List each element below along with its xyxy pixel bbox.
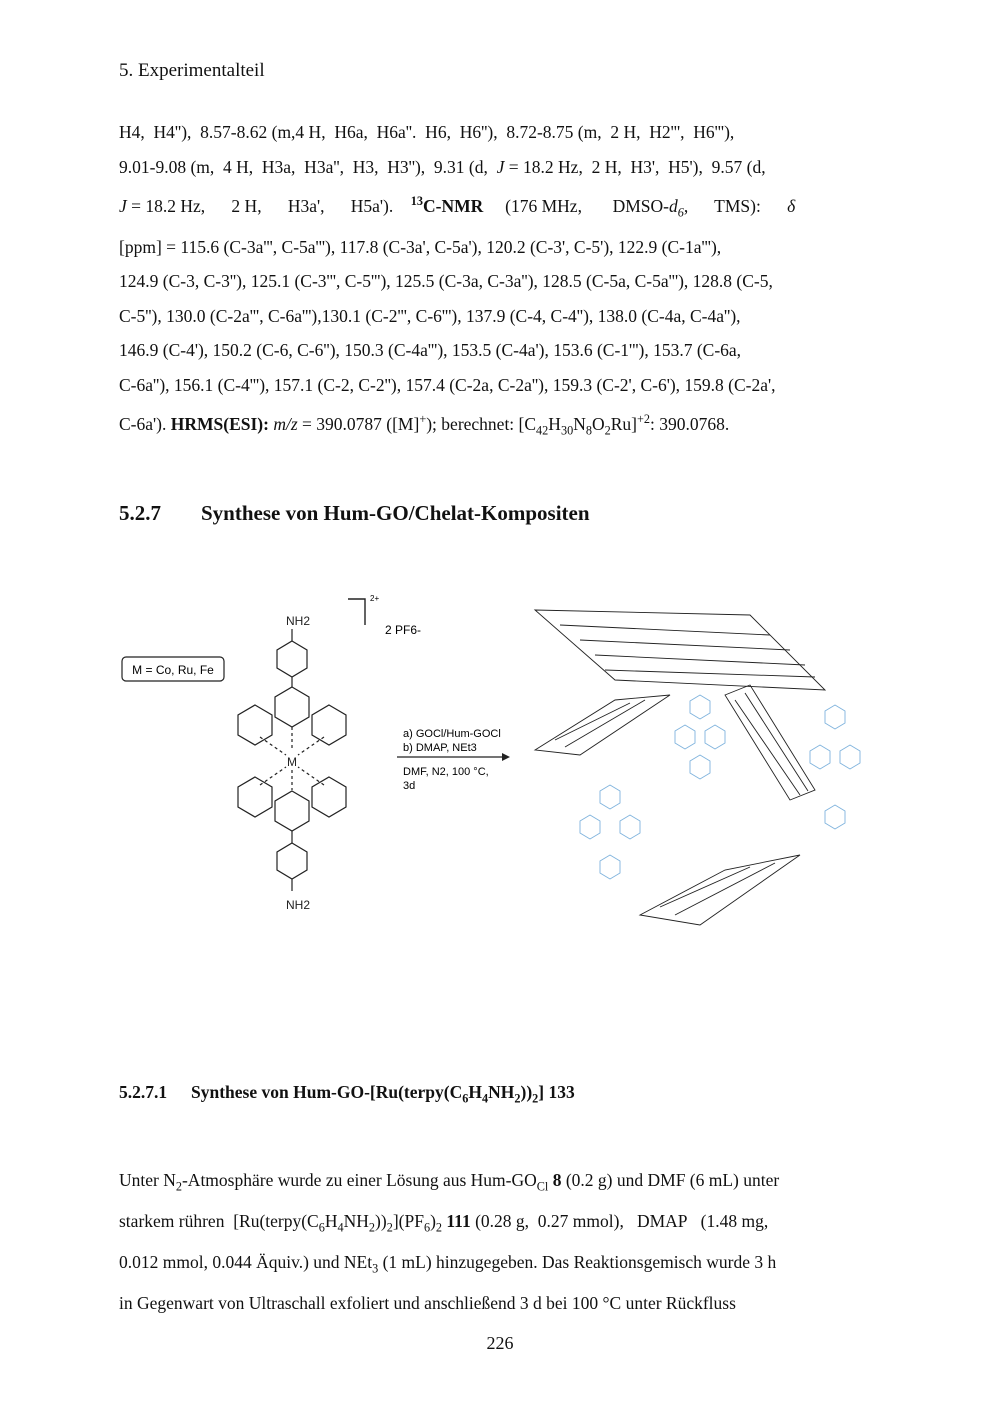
nmr-line-5: 124.9 (C-3, C-3''), 125.1 (C-3''', C-5'''), 125.5 (C-3a, C-3a''), 128.5 (C-5a, C-5a'''), 128.8 (C-5, — [119, 271, 773, 292]
section-title: Synthese von Hum-GO/Chelat-Kompositen — [201, 501, 590, 525]
graphene-sheet-bottom — [640, 855, 800, 925]
graphene-sheet-top — [535, 610, 825, 690]
page-number: 226 — [486, 1333, 514, 1353]
procedure-line-1: Unter $N_2$-Atmosphäre wurde zu einer Lösung aus Hum-$GO_{Cl}$ 8 (0.2 g) und DMF (6 mL) unter — [119, 1170, 780, 1194]
conditions-line-2: 3d — [403, 780, 416, 792]
charge-bracket — [348, 599, 365, 625]
section-number: 5.2.7 — [119, 501, 161, 525]
procedure-line-2: starkem rühren $[Ru(terpy(C_6H_4NH_2))_2](PF_6)_2$ 111 (0.28 g, 0.27 mmol), DMAP (1.48 mg, — [119, 1211, 769, 1235]
nmr-line-3: J = 18.2 Hz, 2 H, H3a', H5a'). $^{13}$C-NMR (176 MHz, DMSO-$d_6$, TMS): δ — [119, 194, 796, 220]
nh2-bottom: NH2 — [285, 898, 311, 912]
metal-label: M = Co, Ru, Fe — [132, 663, 214, 677]
counterion-label: 2 PF6- — [385, 623, 422, 637]
nmr-line-6: C-5''), 130.0 (C-2a''', C-6a'''),130.1 (C-2''', C-6'''), 137.9 (C-4, C-4''), 138.0 (C-4a, C-4a''), — [119, 305, 741, 326]
arrow-head — [502, 753, 510, 761]
procedure-line-4: in Gegenwart von Ultraschall exfoliert und anschließend 3 d bei 100 °C unter Rückfluss — [119, 1293, 736, 1313]
blue-complexes — [580, 695, 860, 879]
procedure-paragraph — [119, 1163, 881, 1321]
nmr-line-1: H4, H4''), 8.57-8.62 (m,4 H, H6a, H6a''. H6, H6''), 8.72-8.75 (m, 2 H, H2''', H6'''), — [119, 122, 735, 142]
reagents-line-2: b) DMAP, NEt3 — [403, 742, 477, 754]
graphene-sheet-left — [535, 695, 670, 755]
conditions-line-1: DMF, N2, 100 °C, — [403, 766, 489, 778]
product-composite — [535, 610, 860, 925]
procedure-line-3: 0.012 mmol, 0.044 Äquiv.) und NEt$_3$ (1 mL) hinzugegeben. Das Reaktionsgemisch wurde 3 h — [119, 1252, 777, 1276]
complex-structure — [238, 614, 346, 912]
nmr-line-2: 9.01-9.08 (m, 4 H, H3a, H3a'', H3, H3''), 9.31 (d, J = 18.2 Hz, 2 H, H3', H5'), 9.57 (d, — [119, 156, 766, 177]
nmr-line-8: C-6a''), 156.1 (C-4'''), 157.1 (C-2, C-2''), 157.4 (C-2a, C-2a''), 159.3 (C-2', C-6'), 159.8 (C-2a', — [119, 374, 776, 395]
nmr-paragraph — [119, 115, 881, 448]
charge-label: 2+ — [370, 594, 380, 603]
subsection-title: Synthese von Hum-$GO-[Ru(terpy(C_6H_4NH_2))_2]$ 133 — [191, 1082, 575, 1106]
nmr-line-4: [ppm] = 115.6 (C-3a''', C-5a'''), 117.8 (C-3a', C-5a'), 120.2 (C-3', C-5'), 122.9 (C-1a'''), — [119, 236, 722, 257]
running-header: 5. Experimentalteil — [119, 60, 265, 81]
subsection-heading — [119, 1082, 575, 1107]
nmr-line-7: 146.9 (C-4'), 150.2 (C-6, C-6''), 150.3 (C-4a'''), 153.5 (C-4a'), 153.6 (C-1'''), 153.7 (C-6a, — [119, 340, 742, 361]
section-heading — [119, 501, 590, 526]
reaction-scheme — [110, 585, 910, 965]
graphene-sheet-right — [725, 685, 815, 800]
subsection-number: 5.2.7.1 — [119, 1082, 168, 1102]
nmr-line-9: C-6a'). HRMS(ESI): m/z = 390.0787 ([M]+); berechnet: $[C_{42}H_{30}N_8O_2Ru]^{+2}$: 390.0768. — [119, 412, 730, 438]
nh2-top: NH2 — [285, 614, 311, 628]
metal-center: M — [287, 755, 297, 769]
reagents-line-1: a) GOCl/Hum-GOCl — [403, 728, 501, 740]
